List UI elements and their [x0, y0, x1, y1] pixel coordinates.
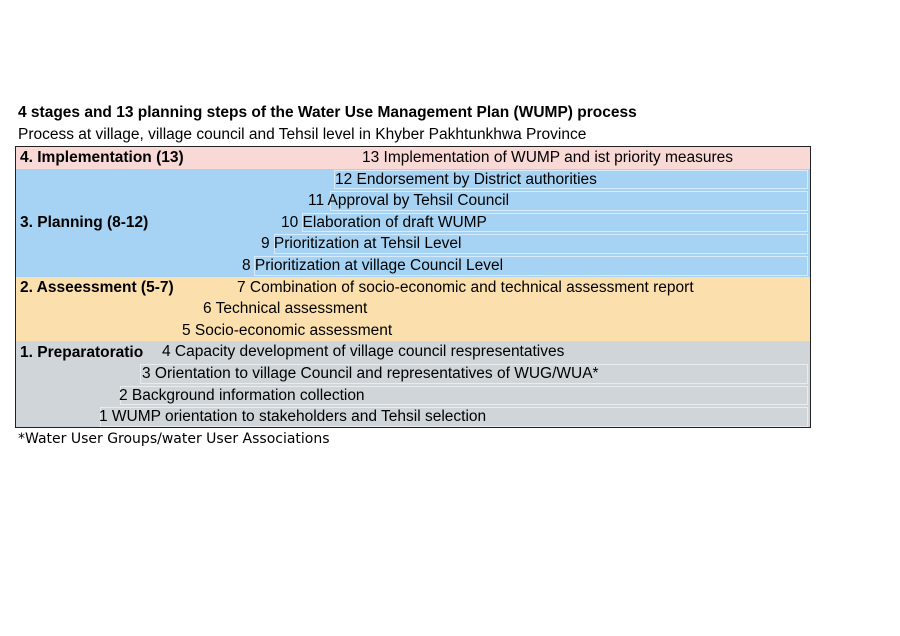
diagram-title: 4 stages and 13 planning steps of the Water Use Management Plan (WUMP) process [18, 104, 637, 121]
stage-label-planning: 3. Planning (8-12) [20, 214, 149, 231]
step-row-6 [16, 298, 810, 320]
footnote: *Water User Groups/water User Associations [18, 431, 330, 447]
wump-process-table [15, 146, 811, 428]
stage-label-implementation: 4. Implementation (13) [20, 149, 184, 166]
step-text: 13 Implementation of WUMP and ist priority measures [362, 149, 734, 166]
diagram-subtitle: Process at village, village council and Tehsil level in Khyber Pakhtunkhwa Province [18, 126, 587, 143]
stage-label-assessment: 2. Asseessment (5-7) [20, 279, 174, 296]
step-text: 9 Prioritization at Tehsil Level [261, 235, 462, 253]
step-row-11 [16, 190, 810, 212]
step-text: 7 Combination of socio-economic and technical assessment report [237, 278, 694, 296]
stage-label-preparatory: 1. Preparatoratio [20, 344, 144, 361]
step-text: 4 Capacity development of village council respresentatives [162, 343, 565, 361]
step-row-12 [16, 169, 810, 191]
step-text: 11 Approval by Tehsil Council [308, 192, 510, 210]
step-row-2 [16, 385, 810, 407]
step-row-3 [16, 363, 810, 385]
step-text: 1 WUMP orientation to stakeholders and Tehsil selection [99, 408, 487, 426]
step-text: 10 Elaboration of draft WUMP [281, 213, 487, 231]
step-text: 5 Socio-economic assessment [182, 321, 393, 339]
step-text: 12 Endorsement by District authorities [335, 170, 597, 188]
step-text: 6 Technical assessment [203, 300, 368, 318]
step-text: 8 Prioritization at village Council Level [242, 257, 504, 274]
step-text: 2 Background information collection [119, 386, 365, 404]
step-text: 3 Orientation to village Council and representatives of WUG/WUA* [142, 365, 599, 382]
step-row-8 [16, 255, 810, 277]
step-row-9 [16, 233, 810, 255]
step-row-5 [16, 320, 810, 342]
step-row-1 [16, 406, 810, 428]
